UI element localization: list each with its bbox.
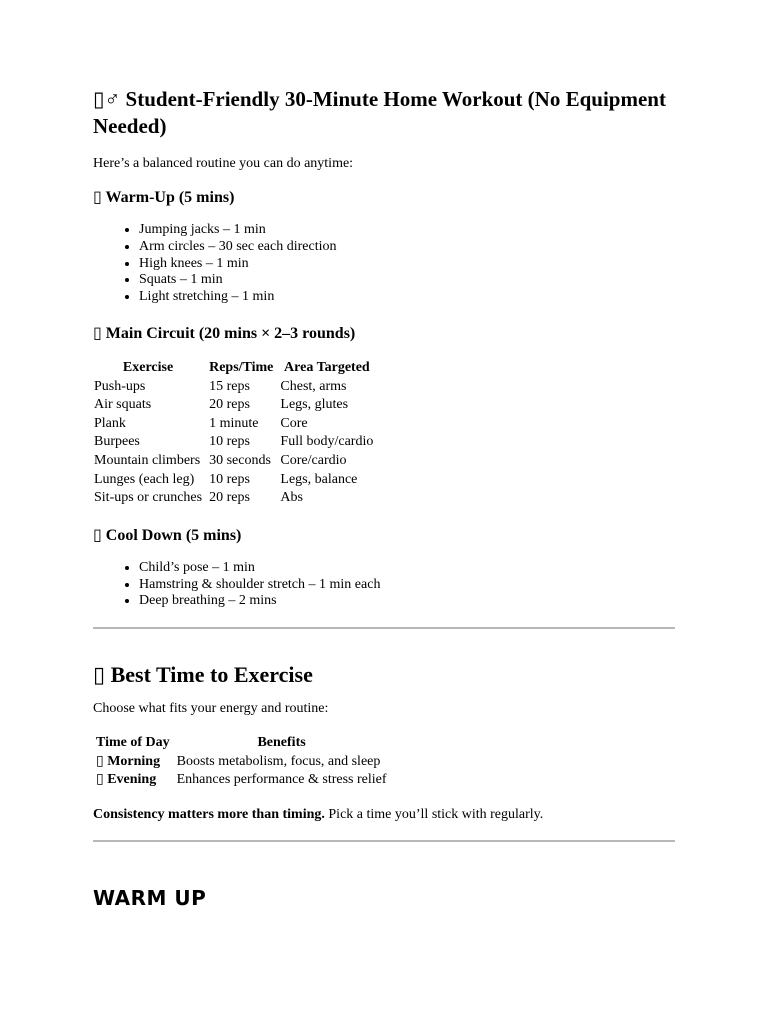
list-item: • Deep breathing – 2 mins <box>139 593 675 610</box>
document-page <box>93 86 675 910</box>
warmup-heading: ▯ Warm-Up (5 mins) <box>93 189 235 206</box>
table-row <box>93 433 379 452</box>
table-cell: 1 minute <box>209 415 259 431</box>
table-cell: Burpees <box>94 434 140 450</box>
table-row <box>93 489 379 508</box>
consistency-note <box>93 806 675 824</box>
table-row <box>93 415 379 434</box>
consistency-bold: Consistency matters more than timing. <box>93 806 325 822</box>
table-cell: ▯ Morning <box>96 753 161 769</box>
table-cell: 10 reps <box>209 434 250 450</box>
table-cell: Core <box>280 415 308 431</box>
circuit-heading: ▯ Main Circuit (20 mins × 2–3 rounds) <box>93 324 356 342</box>
table-cell: 15 reps <box>209 378 250 394</box>
table-cell: Boosts metabolism, focus, and sleep <box>176 753 381 769</box>
list-item: • Hamstring & shoulder stretch – 1 min each <box>139 577 675 594</box>
intro-text: Here’s a balanced routine you can do anytime: <box>93 156 354 171</box>
table-cell: 20 reps <box>209 397 250 413</box>
table-header-row <box>93 359 379 378</box>
table-cell: Full body/cardio <box>280 434 374 450</box>
page-title: ▯♂ Student-Friendly 30-Minute Home Workout (No Equipment Needed) <box>93 87 666 138</box>
warmup-list <box>93 222 675 306</box>
table-row <box>93 396 379 415</box>
table-row <box>93 378 379 397</box>
table-cell: Chest, arms <box>280 378 347 394</box>
table-cell: 10 reps <box>209 471 250 487</box>
table-cell: Core/cardio <box>280 452 347 468</box>
table-cell: ▯ Evening <box>96 772 157 788</box>
warmup-section-title: WARM UP <box>93 885 207 910</box>
column-header-time-of-day: Time of Day <box>96 735 170 751</box>
section-divider <box>93 840 675 842</box>
table-cell: Push-ups <box>94 378 146 394</box>
best-time-table <box>93 734 391 790</box>
best-time-intro: Choose what fits your energy and routine: <box>93 701 329 717</box>
list-item: • Squats – 1 min <box>139 272 675 289</box>
table-cell: Legs, glutes <box>280 397 349 413</box>
table-cell: Legs, balance <box>280 471 358 487</box>
column-header-benefits: Benefits <box>257 735 306 751</box>
table-row <box>93 771 391 790</box>
table-row <box>93 471 379 490</box>
table-cell: Lunges (each leg) <box>94 471 195 487</box>
cooldown-list <box>93 560 675 610</box>
table-row <box>93 753 391 772</box>
table-header-row <box>93 734 391 753</box>
cooldown-heading: ▯ Cool Down (5 mins) <box>93 526 242 544</box>
section-divider <box>93 627 675 629</box>
table-cell: 20 reps <box>209 490 250 506</box>
best-time-heading: ▯ Best Time to Exercise <box>93 662 313 688</box>
table-cell: Sit-ups or crunches <box>94 490 203 506</box>
consistency-rest: Pick a time you’ll stick with regularly. <box>324 806 544 822</box>
table-cell: Air squats <box>94 397 152 413</box>
list-item: • Child’s pose – 1 min <box>139 560 675 577</box>
column-header-reps: Reps/Time <box>209 359 274 375</box>
table-cell: Plank <box>94 415 126 431</box>
circuit-table <box>93 359 379 508</box>
list-item: • Light stretching – 1 min <box>139 289 675 306</box>
table-row <box>93 452 379 471</box>
table-cell: Mountain climbers <box>94 452 201 468</box>
table-cell: Abs <box>280 490 303 506</box>
table-cell: 30 seconds <box>209 452 271 468</box>
list-item: • High knees – 1 min <box>139 256 675 273</box>
list-item: • Arm circles – 30 sec each direction <box>139 239 675 256</box>
column-header-area: Area Targeted <box>284 359 370 375</box>
table-cell: Enhances performance & stress relief <box>176 772 387 788</box>
list-item: • Jumping jacks – 1 min <box>139 222 675 239</box>
column-header-exercise: Exercise <box>122 359 174 375</box>
